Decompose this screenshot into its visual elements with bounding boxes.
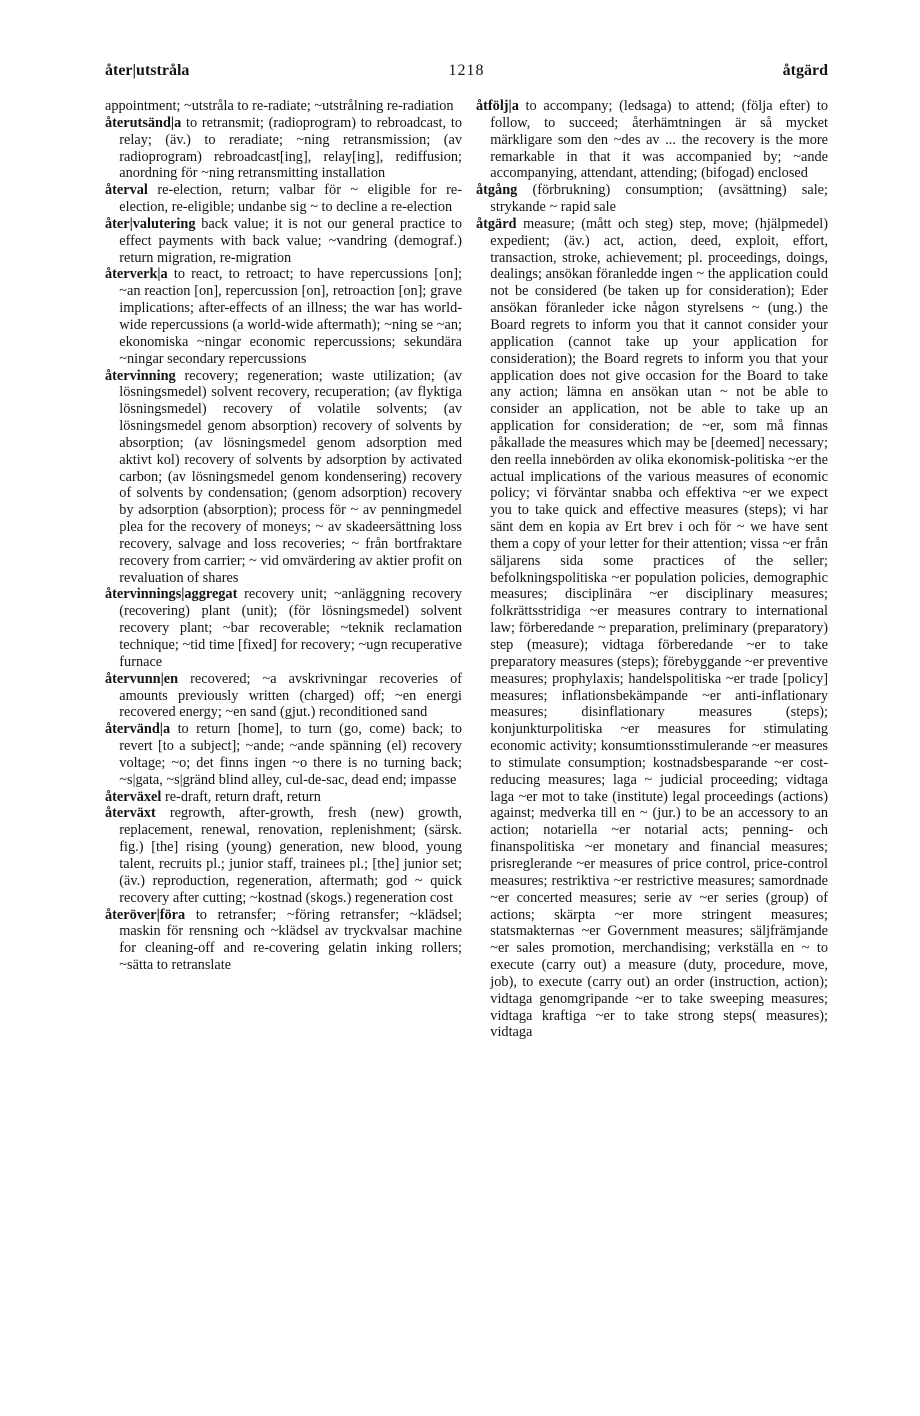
headword: återutsänd|a [105, 114, 182, 131]
headword: återval [105, 182, 148, 199]
dictionary-entry: återväxt regrowth, after-growth, fresh (new) growth, replacement, renewal, renovation, replenishment; (särsk. fig.) [the] rising (young) generation, new blood, young talent, recruits pl.; junior staff, trainees pl.; [the] junior set; (äv.) reproduction, regeneration, aftermath; god ~ quick recovery after cutting; ~kostnad (skogs.) regeneration cost [105, 805, 462, 906]
dictionary-entry: åtgång (förbrukning) consumption; (avsättning) sale; strykande ~ rapid sale [476, 182, 828, 216]
left-column [105, 98, 462, 974]
header-right-guideword: åtgärd [782, 62, 828, 79]
header-left-guideword: åter|utstråla [105, 62, 190, 79]
headword: återvinning [105, 367, 176, 384]
headword: åter|valutering [105, 215, 196, 232]
dictionary-entry: appointment; ~utstråla to re-radiate; ~utstrålning re-radiation [105, 98, 454, 114]
dictionary-entry: återval re-election, return; valbar för ~ eligible for re-election, re-eligible; undanbe sig ~ to decline a re-election [105, 182, 462, 216]
headword: återvänd|a [105, 721, 171, 738]
dictionary-entry: återvinnings|aggregat recovery unit; ~anläggning recovery (recovering) plant (unit); (för lösningsmedel) solvent recovery plant; ~bar recoverable; ~teknik reclamation technique; ~tid time [fixed] for recovery; ~ugn recuperative furnace [105, 586, 462, 670]
headword: återöver|föra [105, 906, 186, 923]
dictionary-entry: återvunn|en recovered; ~a avskrivningar recoveries of amounts previously written (charged) off; ~en energi recovered energy; ~en sand (gjut.) reconditioned sand [105, 670, 462, 721]
running-header [105, 62, 828, 84]
headword: återvunn|en [105, 670, 179, 687]
right-column [476, 98, 828, 1041]
dictionary-entry: åtfölj|a to accompany; (ledsaga) to attend; (följa efter) to follow, to succeed; återhämtningen är så mycket märkligare som den ~des av ... the recovery is the more remarkable in that it was accompanied by; ~ande accompanying, attendant, attending; (bifogad) enclosed [476, 98, 828, 182]
dictionary-entry: åtgärd measure; (mått och steg) step, move; (hjälpmedel) expedient; (äv.) act, action, deed, exploit, effort, transaction, stroke, achievement; pl. proceedings, doings, dealings; ansökan föranledde ingen ~ the application could not be considered (be taken up for consideration); Eder ansökan föranleder icke någon styrelsens ~ (ung.) the Board regrets to inform you that it cannot consider your application (cannot take up your application for consideration); the Board regrets to inform you that your application does not give occasion for the Board to take any action; lämna en ansökan utan ~ not be able to consider an application, not be able to take up an application for consideration; de ~er, som må finnas påkallade the measures which may be [deemed] necessary; den reella innebörden av olika ekonomisk-politiska ~er the actual implications of the various measures of economic policy; vi förväntar snabba och effektiva ~er we expect you to take quick and effective measures (steps); vi har sänt dem en kopia av Ert brev i och för ~ we have sent them a copy of your letter for their attention; vissa ~er från säljarens sida some practices of the seller; befolkningspolitiska ~er population policies, demographic measures; disciplinära ~er disciplinary measures; folkrättsstridiga ~er measures contrary to international law; förberedande ~ preparation, preliminary (preparatory) step (measure); vidtaga förberedande ~er to take preparatory measures (steps); förebyggande ~er preventive measures; prophylaxis; handelspolitiska ~er trade [policy] measures; inflationsbekämpande ~er anti-inflationary measures; disinflationary measures (steps); konjunkturpolitiska ~er measures for stimulating economic activity; konsumtionsstimulerande ~er measures to stimulate consumption; kostnadsbesparande ~er cost-reducing measures; laga ~ judicial proceeding; vidtaga laga ~er mot to take (institute) legal proceedings (actions) against; medverka till en ~ (jur.) to be an accessory to an action; notariella ~er notarial acts; penning- och finanspolitiska ~er monetary and financial measures; prisreglerande ~er measures of price control, price-control measures; restriktiva ~er restrictive measures; samordnade ~er concerted measures; serie av ~er series (group) of actions; skärpta ~er more stringent measures; statsmakternas ~er Government measures; säljfrämjande ~er sales promotion, merchandising; verkställa en ~ to execute (carry out) a measure (duty, procedure, move, job), to execute (carry out) an order (instruction, action); vidtaga genomgripande ~er to take sweeping measures; vidtaga kraftiga ~er to take strong steps( measures); vidtaga [476, 215, 828, 1041]
dictionary-entry: återutsänd|a to retransmit; (radioprogram) to rebroadcast, to relay; (äv.) to reradiate; ~ning retransmission; (av radioprogram) rebroadcast[ing], relay[ing], rediffusion; anordning för ~ning retransmitting installation [105, 114, 462, 182]
dictionary-entry: återvänd|a to return [home], to turn (go, come) back; to revert [to a subject]; ~ande; ~ande spänning (el) recovery voltage; ~o; det finns ingen ~o there is no turning back; ~s|gata, ~s|gränd blind alley, cul-de-sac, dead end; impasse [105, 721, 462, 788]
dictionary-entry: åter|valutering back value; it is not our general practice to effect payments with back value; ~vandring (demograf.) return migration, re-migration [105, 215, 462, 266]
headword: återväxel [105, 788, 162, 805]
headword: åtgärd [476, 215, 517, 232]
dictionary-entry: återväxel re-draft, return draft, return [105, 788, 321, 805]
headword: återväxt [105, 805, 156, 822]
dictionary-entry: återvinning recovery; regeneration; waste utilization; (av lösningsmedel) solvent recovery, recuperation; (av flyktiga lösningsmedel) recovery of volatile solvents; (av lösningsmedel genom absorption) recovery of solvents by absorption; (av lösningsmedel genom adsorption med aktivt kol) recovery of solvents by adsorption by activated carbon; (av lösningsmedel genom kondensering) recovery of solvents by condensation; (genom adsorption) recovery by adsorption (absorption); process för ~ av penningmedel plea for the recovery of moneys; ~ av skadeersättning loss recovery, salvage and loss recoveries; ~ från bortfraktare recovery from carrier; ~ vid omvärdering av aktier profit on revaluation of shares [105, 367, 462, 586]
headword: återvinnings|aggregat [105, 586, 238, 603]
page-number: 1218 [448, 62, 485, 79]
dictionary-entry: återverk|a to react, to retroact; to have repercussions [on]; ~an reaction [on], repercussion [on], retroaction [on]; grave implications; after-effects of an illness; the war has world-wide repercussions (a world-wide aftermath); ~ning se ~an; ekonomiska ~ningar economic repercussions; sekundära ~ningar secondary repercussions [105, 266, 462, 367]
headword: åtgång [476, 182, 518, 199]
headword: återverk|a [105, 266, 168, 283]
headword: åtfölj|a [476, 98, 519, 114]
dictionary-entry: återöver|föra to retransfer; ~föring retransfer; ~klädsel; maskin för rensning och ~klädsel av tryckvalsar machine for cleaning-off and re-covering gelatin inking rollers; ~sätta to retranslate [105, 906, 462, 974]
